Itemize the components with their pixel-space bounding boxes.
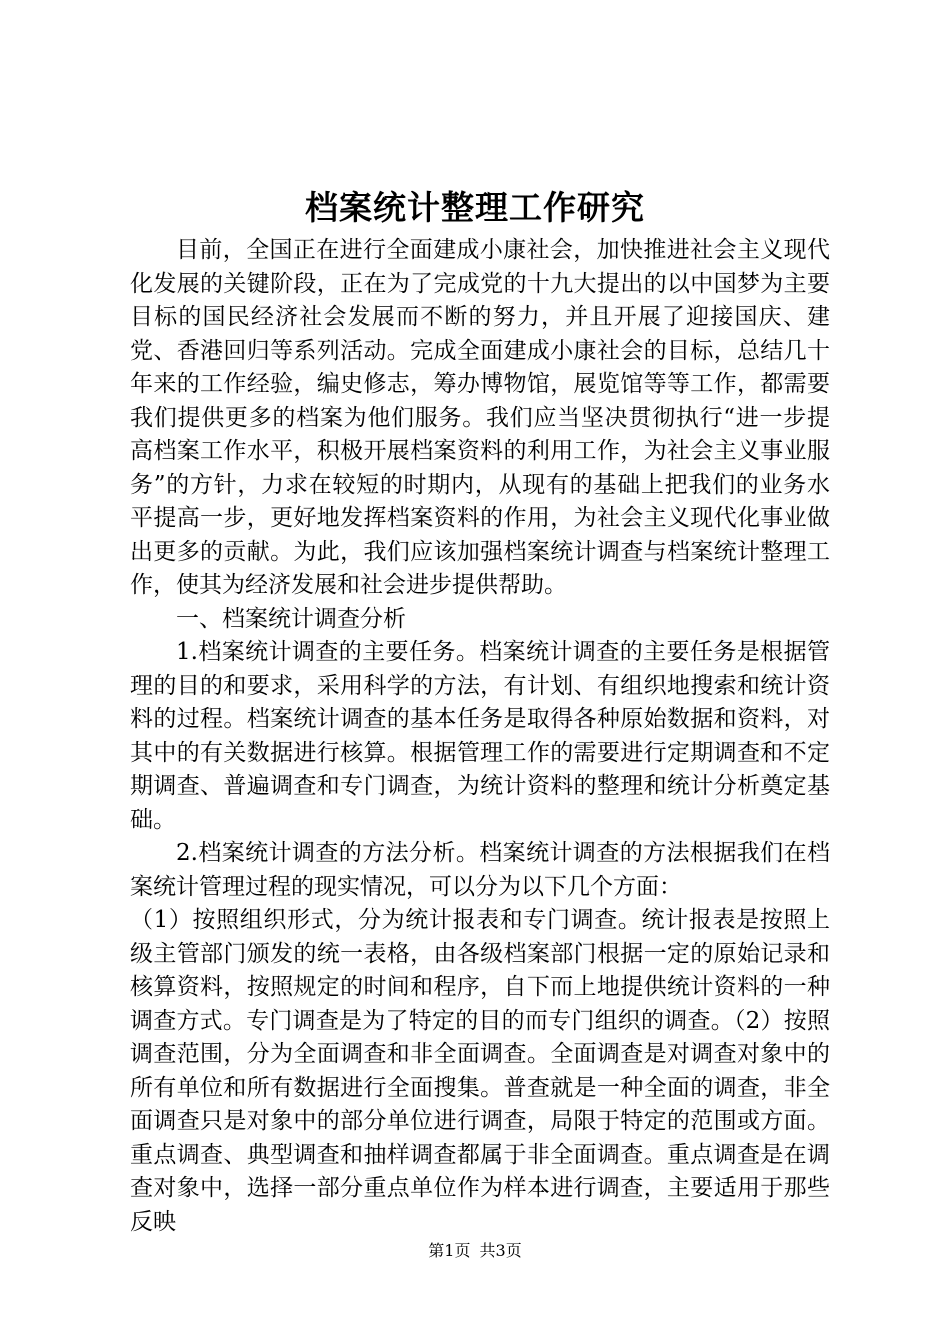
page-footer bbox=[0, 1240, 950, 1262]
document-title: 档案统计整理工作研究 bbox=[305, 188, 645, 227]
section-heading: 一、档案统计调查分析 bbox=[176, 605, 406, 632]
body-paragraph: 1.档案统计调查的主要任务。档案统计调查的主要任务是根据管理的目的和要求，采用科学的方法，有计划、有组织地搜索和统计资料的过程。档案统计调查的基本任务是取得各种原始数据和资料，对其中的有关数据进行核算。根据管理工作的需要进行定期调查和不定期调查、普遍调查和专门调查，为统计资料的整理和统计分析奠定基础。 bbox=[130, 639, 830, 833]
body-paragraph: 2.档案统计调查的方法分析。档案统计调查的方法根据我们在档案统计管理过程的现实情况，可以分为以下几个方面： bbox=[130, 840, 830, 900]
page-number: 第1页 bbox=[428, 1241, 471, 1260]
body-paragraph: （1）按照组织形式，分为统计报表和专门调查。统计报表是按照上级主管部门颁发的统一表格，由各级档案部门根据一定的原始记录和核算资料，按照规定的时间和程序，自下而上地提供统计资料的一种调查方式。专门调查是为了特定的目的而专门组织的调查。（2）按照调查范围，分为全面调查和非全面调查。全面调查是对调查对象中的所有单位和所有数据进行全面搜集。普查就是一种全面的调查，非全面调查只是对象中的部分单位进行调查，局限于特定的范围或方面。重点调查、典型调查和抽样调查都属于非全面调查。重点调查是在调查对象中，选择一部分重点单位作为样本进行调查，主要适用于那些反映 bbox=[130, 907, 830, 1235]
intro-paragraph: 目前，全国正在进行全面建成小康社会，加快推进社会主义现代化发展的关键阶段，正在为了完成党的十九大提出的以中国梦为主要目标的国民经济社会发展而不断的努力，并且开展了迎接国庆、建党、香港回归等系列活动。完成全面建成小康社会的目标，总结几十年来的工作经验，编史修志，筹办博物馆，展览馆等等工作，都需要我们提供更多的档案为他们服务。我们应当坚决贯彻执行“进一步提高档案工作水平，积极开展档案资料的利用工作，为社会主义事业服务”的方针，力求在较短的时期内，从现有的基础上把我们的业务水平提高一步，更好地发挥档案资料的作用，为社会主义现代化事业做出更多的贡献。为此，我们应该加强档案统计调查与档案统计整理工作，使其为经济发展和社会进步提供帮助。 bbox=[130, 237, 830, 598]
page-total: 共3页 bbox=[479, 1241, 522, 1260]
document-body bbox=[130, 234, 830, 1239]
